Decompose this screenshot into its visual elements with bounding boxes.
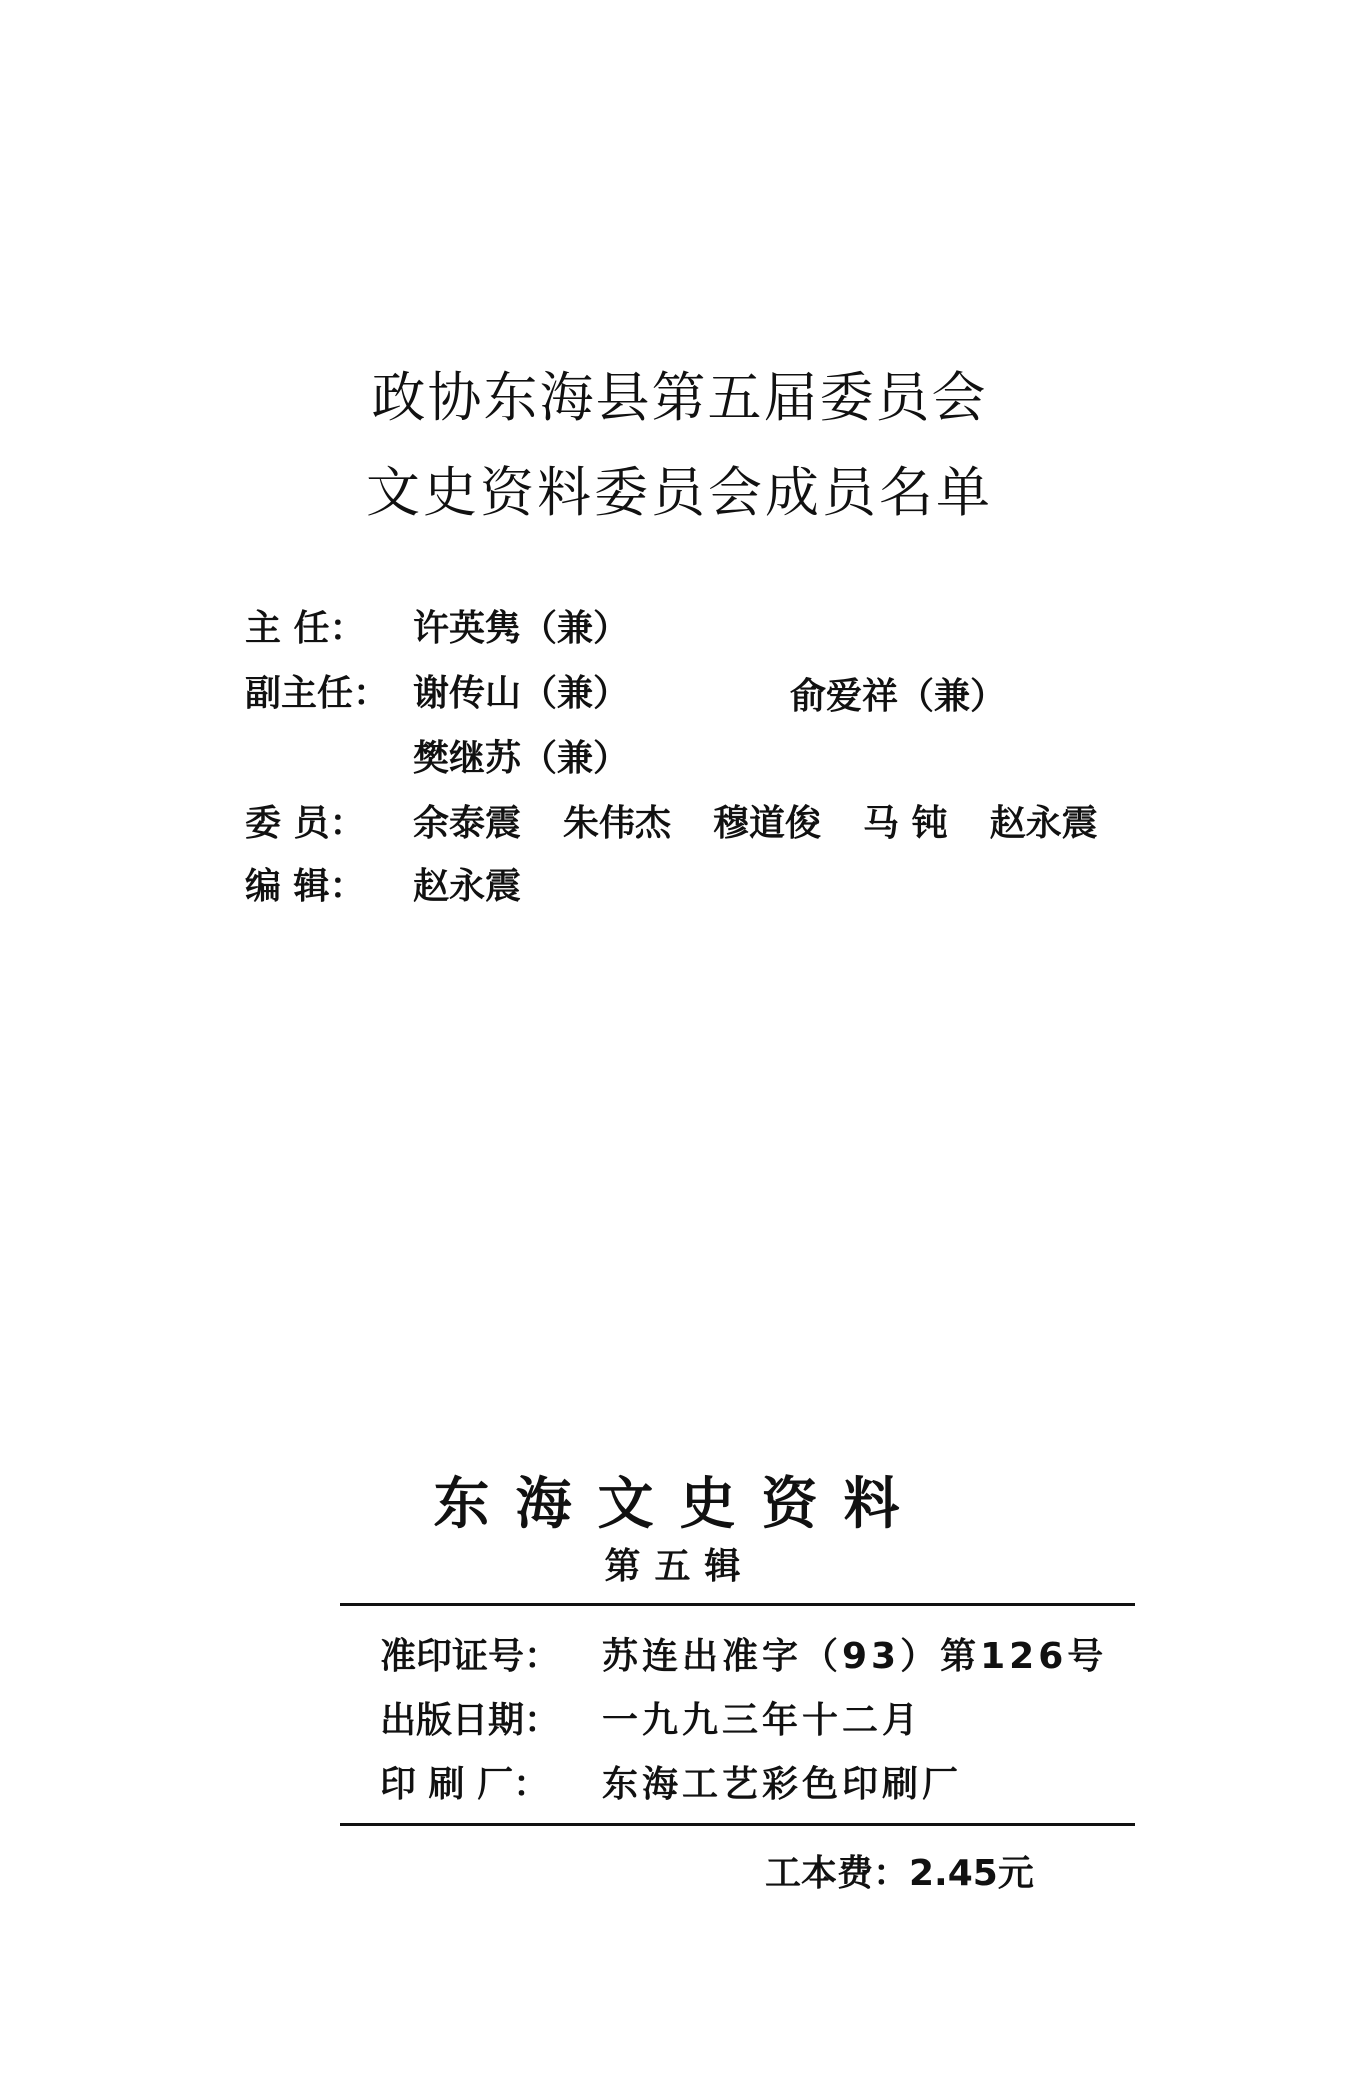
director-row: [245, 600, 671, 651]
price: 工本费：2.45元: [765, 1853, 1034, 1894]
printer-row: [380, 1756, 962, 1807]
approval-label: 准印证号：: [380, 1636, 561, 1677]
issue-number: 第五辑: [604, 1546, 755, 1587]
members-label: 委 员：: [245, 803, 366, 844]
approval-value: 苏连出准字（93）第126号: [602, 1636, 1108, 1677]
printer-label: 印 刷 厂：: [380, 1764, 550, 1805]
publish-date-row: [380, 1692, 922, 1743]
vice-director-label: 副主任：: [245, 673, 390, 714]
committee-title-line1: 政协东海县第五届委员会: [371, 366, 988, 429]
vice-director-name: 俞爱祥（兼）: [790, 676, 1007, 717]
editor-row: [245, 858, 563, 909]
member-name: 马 钝: [863, 803, 948, 844]
publish-date-value: 一九九三年十二月: [602, 1700, 923, 1741]
director-label: 主 任：: [245, 608, 366, 649]
member-name: 余泰震: [413, 803, 522, 844]
vice-director-name: 谢传山（兼）: [413, 673, 630, 714]
director-name: 许英隽（兼）: [413, 608, 630, 649]
printer-value: 东海工艺彩色印刷厂: [602, 1764, 963, 1805]
top-divider: [340, 1603, 1135, 1606]
vice-director-row-2: [245, 730, 671, 781]
approval-row: [380, 1628, 1107, 1679]
editor-label: 编 辑：: [245, 866, 366, 907]
members-row: [245, 795, 1140, 846]
member-name: 朱伟杰: [563, 803, 672, 844]
publish-date-label: 出版日期：: [380, 1700, 561, 1741]
member-name: 赵永震: [989, 803, 1098, 844]
vice-director-name: 樊继苏（兼）: [413, 738, 630, 779]
vice-director-row: [245, 665, 671, 716]
member-name: 穆道俊: [713, 803, 822, 844]
editor-name: 赵永震: [413, 866, 522, 907]
committee-title-line2: 文史资料委员会成员名单: [366, 461, 993, 524]
book-title: 东海文史资料: [433, 1472, 926, 1537]
bottom-divider: [340, 1823, 1135, 1826]
